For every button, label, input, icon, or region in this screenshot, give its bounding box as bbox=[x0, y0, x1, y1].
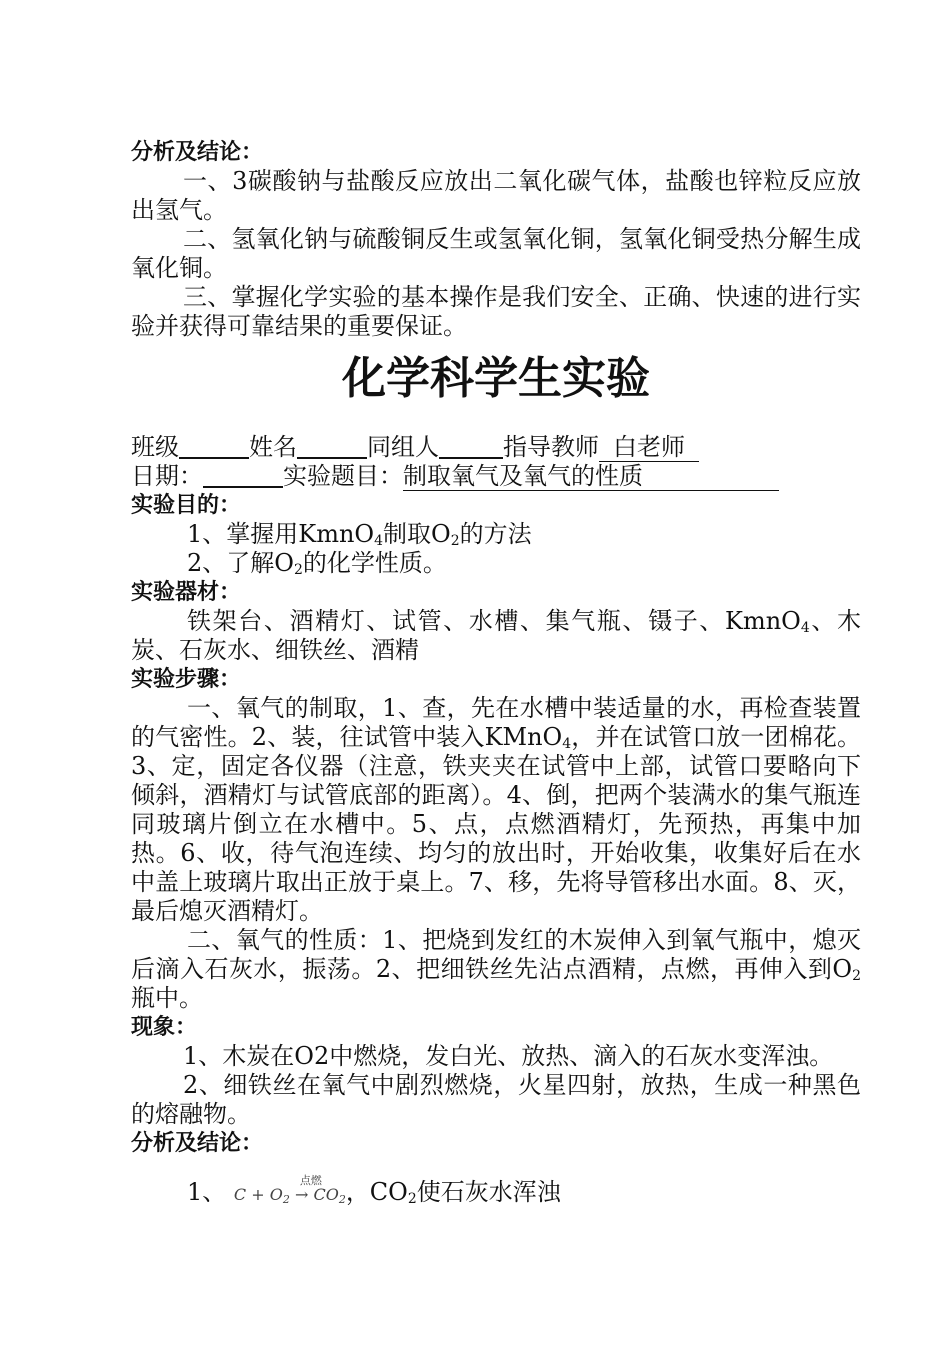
steps-paragraph-2: 二、氧气的性质：1、把烧到发红的木炭伸入到氧气瓶中，熄灭后滴入石灰水，振荡。2、把细铁丝先沾点酒精，点燃，再伸入到$O_2$瓶中。 bbox=[131, 926, 861, 1012]
topic-value: 制取氧气及氧气的性质 bbox=[403, 462, 779, 491]
date-blank bbox=[203, 462, 283, 488]
steps-paragraph-1: 一、氧气的制取，1、查，先在水槽中装适量的水，再检查装置的气密性。2、装，往试管中装入KMnO$_4$，并在试管口放一团棉花。3、定，固定各仪器（注意，铁夹夹在试管中上部，试管口要略向下倾斜，酒精灯与试管底部的距离）。4、倒，把两个装满水的集气瓶连同玻璃片倒立在水槽中。5、点，点燃酒精灯，先预热，再集中加热。6、收，待气泡连续、均匀的放出时，开始收集，收集好后在水中盖上玻璃片取出正放于桌上。7、移，先将导管移出水面。8、灭，最后熄灭酒精灯。 bbox=[131, 694, 862, 925]
date-label: 日期： bbox=[131, 462, 203, 490]
section-heading-phenomena: 现象： bbox=[131, 1015, 198, 1040]
class-blank bbox=[179, 433, 249, 459]
page-title: 化学科学生实验 bbox=[342, 353, 650, 404]
info-row-date bbox=[131, 462, 861, 491]
partner-blank bbox=[439, 433, 503, 459]
partner-label: 同组人 bbox=[367, 433, 439, 461]
name-label: 姓名 bbox=[249, 433, 297, 461]
materials-text: 铁架台、酒精灯、试管、水槽、集气瓶、镊子、KmnO$_4$、木炭、石灰水、细铁丝、酒精 bbox=[131, 607, 862, 664]
paragraph-conclusion-3: 三、掌握化学实验的基本操作是我们安全、正确、快速的进行实验并获得可靠结果的重要保证。 bbox=[131, 283, 861, 340]
reaction-condition: 点燃 bbox=[299, 1174, 322, 1187]
document-page bbox=[131, 138, 861, 1206]
section-heading-steps: 实验步骤： bbox=[131, 667, 242, 692]
name-blank bbox=[297, 433, 367, 459]
info-row-names bbox=[131, 433, 861, 462]
paragraph-conclusion-1: 一、3碳酸钠与盐酸反应放出二氧化碳气体，盐酸也锌粒反应放出氢气。 bbox=[131, 167, 861, 224]
purpose-item-1: 1、掌握用KmnO$_4$制取$O_2$的方法 bbox=[187, 520, 532, 549]
phenomena-item-2: 2、细铁丝在氧气中剧烈燃烧，火星四射，放热，生成一种黑色的熔融物。 bbox=[131, 1071, 861, 1128]
chemical-equation: 点燃 $C + O_2 \to CO_2$ bbox=[234, 1164, 346, 1216]
class-label: 班级 bbox=[131, 433, 179, 461]
teacher-value: 白老师 bbox=[599, 433, 699, 462]
topic-label: 实验题目： bbox=[283, 462, 403, 490]
paragraph-conclusion-2: 二、氢氧化钠与硫酸铜反生或氢氧化铜，氢氧化铜受热分解生成氧化铜。 bbox=[131, 225, 861, 282]
section-heading-conclusion: 分析及结论： bbox=[131, 1131, 264, 1156]
phenomena-item-1: 1、木炭在O2中燃烧，发白光、放热、滴入的石灰水变浑浊。 bbox=[183, 1042, 834, 1070]
section-heading-materials: 实验器材： bbox=[131, 580, 242, 605]
section-heading-purpose: 实验目的： bbox=[131, 493, 242, 518]
purpose-item-2: 2、了解$O_2$的化学性质。 bbox=[187, 549, 447, 578]
conclusion-item-1: 1、 点燃 $C + O_2 \to CO_2$，$CO_2$使石灰水浑浊 bbox=[131, 1164, 861, 1206]
section-heading-analysis: 分析及结论： bbox=[131, 140, 264, 165]
teacher-label: 指导教师 bbox=[503, 433, 599, 461]
